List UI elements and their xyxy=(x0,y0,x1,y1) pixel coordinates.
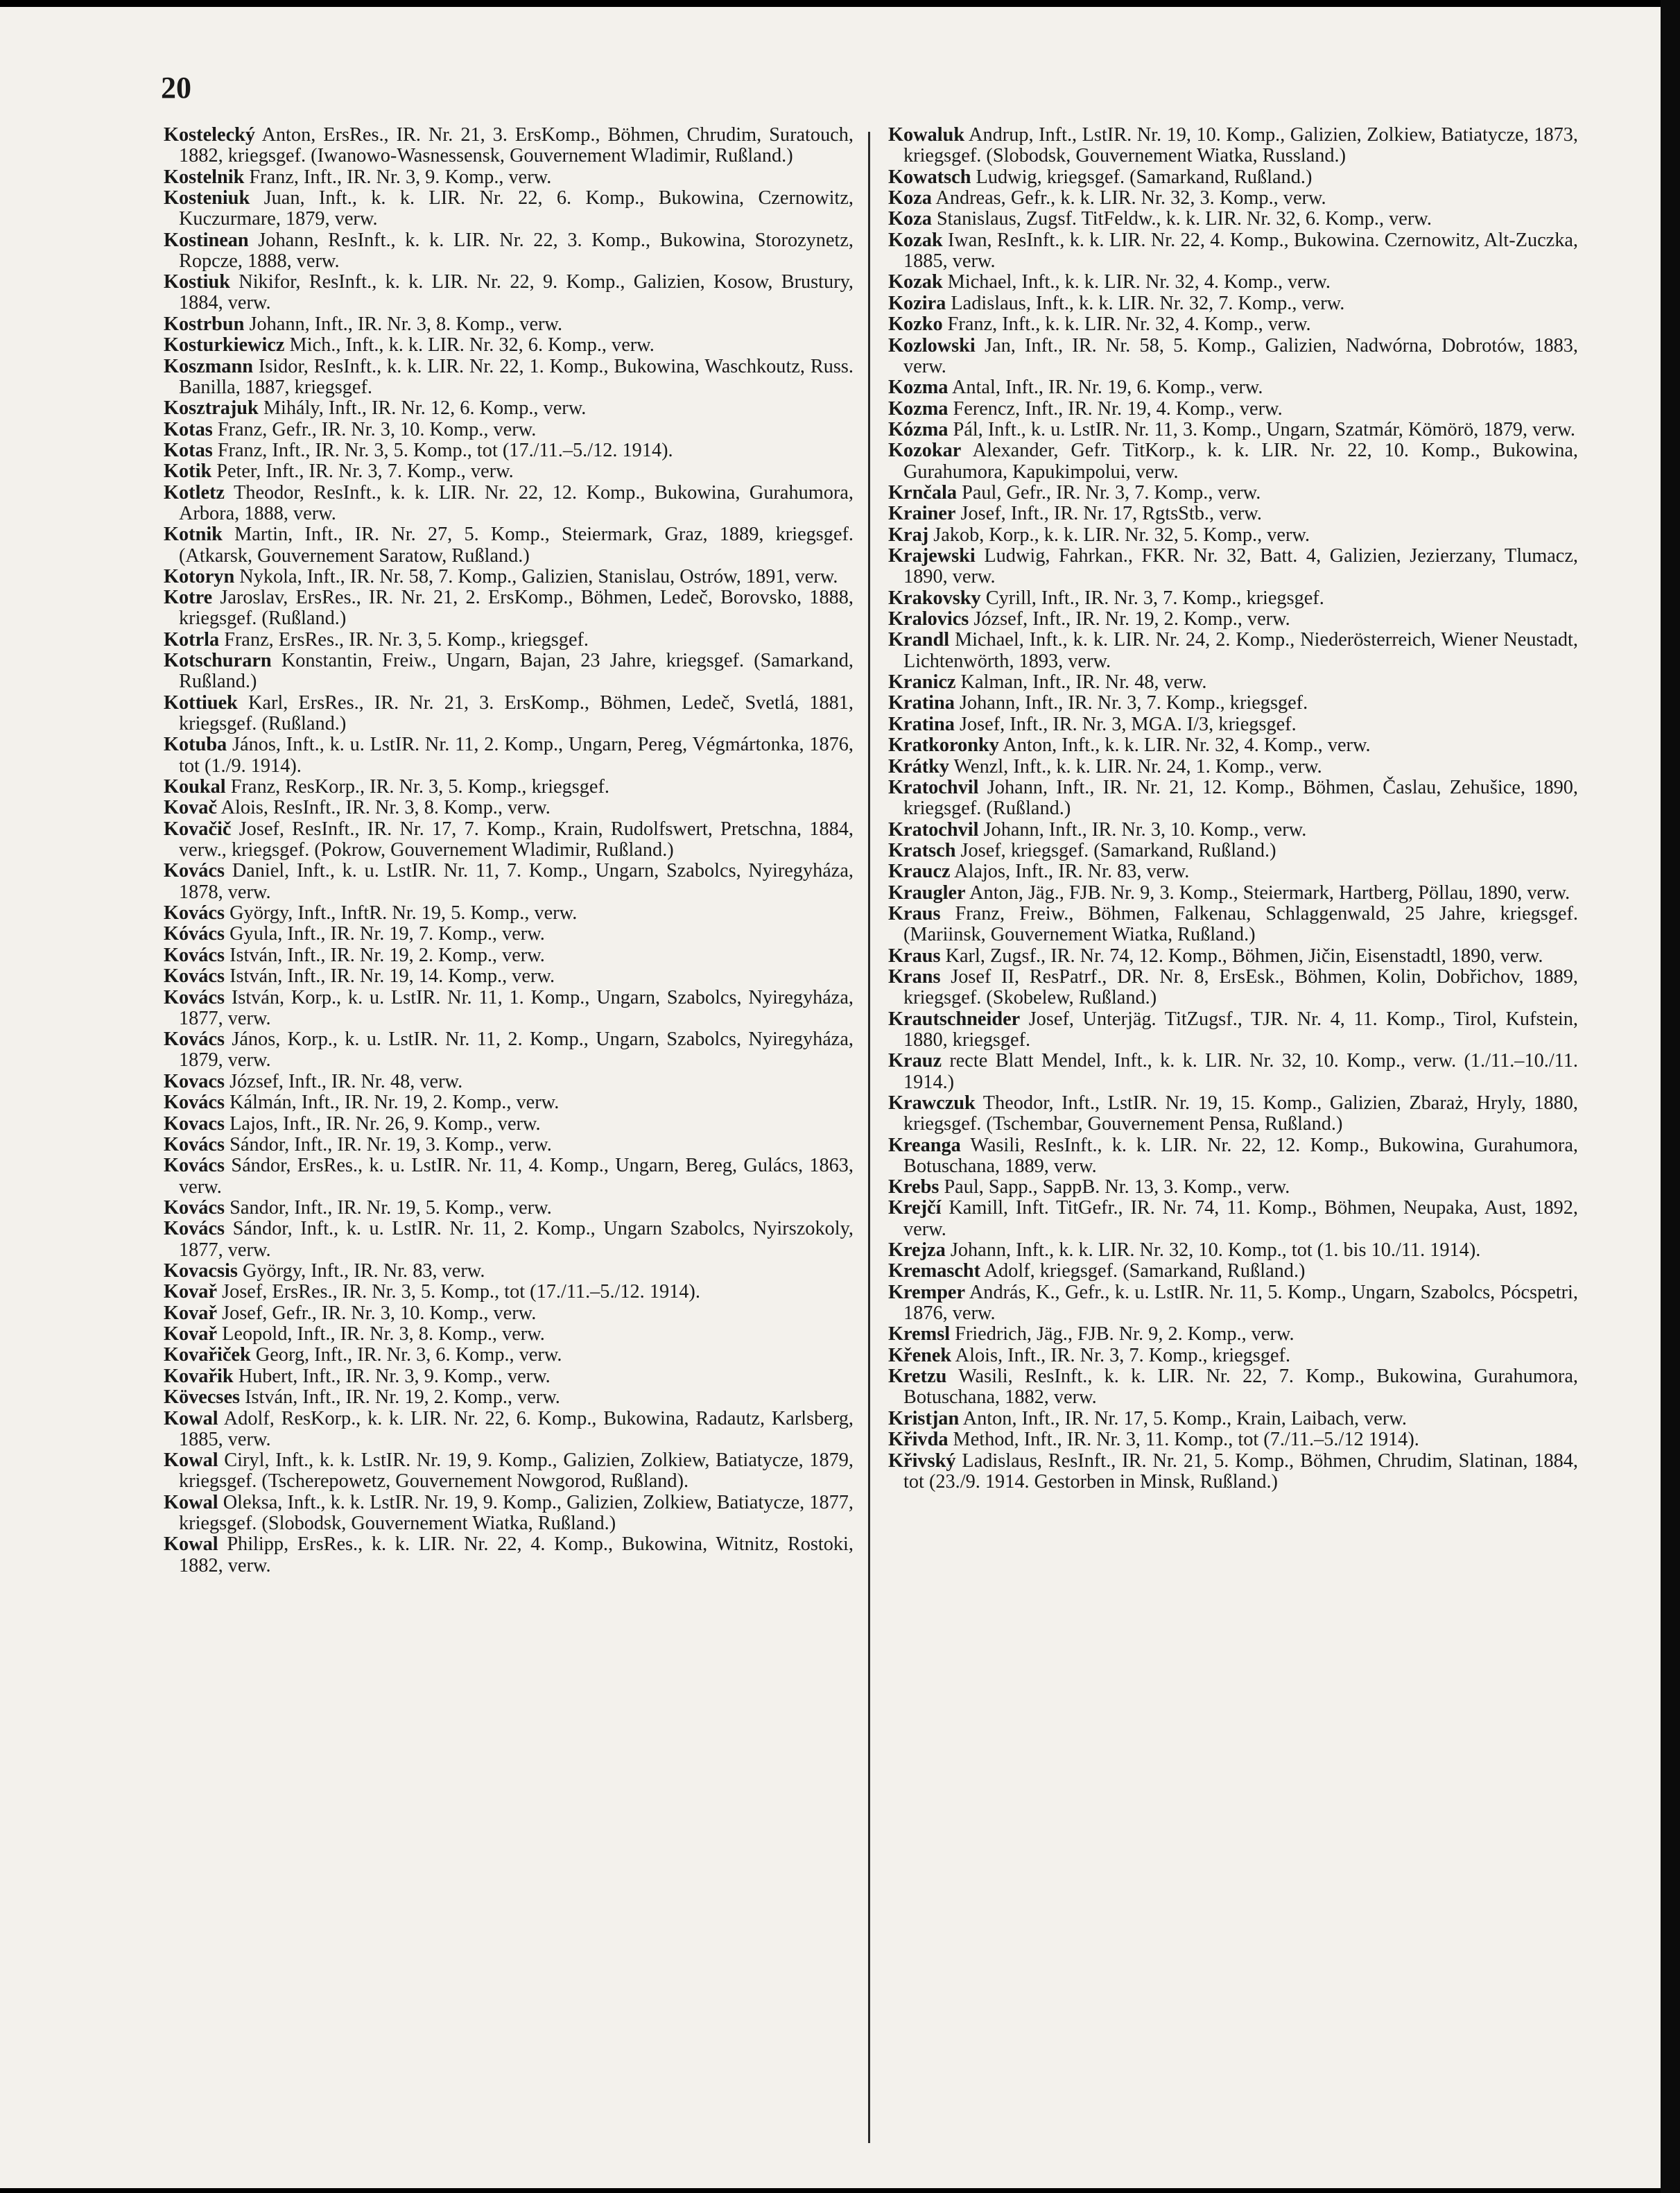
entry-surname: Kovács xyxy=(164,1155,225,1177)
entry-details: Cyrill, Inft., IR. Nr. 3, 7. Komp., kriegsgef. xyxy=(980,587,1324,609)
entry-surname: Kozak xyxy=(888,271,943,293)
register-entry xyxy=(888,820,1578,841)
column-divider xyxy=(868,132,870,2143)
entry-surname: Kovács xyxy=(164,944,225,966)
entry-details: Johann, Inft., IR. Nr. 3, 7. Komp., kriegsgef. xyxy=(954,692,1308,714)
entry-details: Franz, Inft., IR. Nr. 3, 5. Komp., tot (17./11.–5./12. 1914). xyxy=(212,439,673,461)
entry-surname: Křenek xyxy=(888,1344,952,1366)
entry-details: Hubert, Inft., IR. Nr. 3, 9. Komp., verw. xyxy=(233,1365,551,1387)
entry-surname: Kostinean xyxy=(164,229,249,251)
entry-details: Kamill, Inft. TitGefr., IR. Nr. 74, 11. Komp., Böhmen, Neupaka, Aust, 1892, verw. xyxy=(903,1197,1578,1240)
entry-details: Josef, Inft., IR. Nr. 17, RgtsStb., verw. xyxy=(955,503,1262,525)
entry-surname: Kovács xyxy=(164,1196,225,1219)
entry-details: Daniel, Inft., k. u. LstIR. Nr. 11, 7. Komp., Ungarn, Szabolcs, Nyiregyháza, 1878, verw. xyxy=(179,860,854,903)
entry-surname: Kremascht xyxy=(888,1260,981,1282)
entry-details: Franz, ErsRes., IR. Nr. 3, 5. Komp., kriegsgef. xyxy=(219,628,589,651)
entry-surname: Kotas xyxy=(164,439,213,461)
register-entry xyxy=(888,1051,1578,1092)
register-entry xyxy=(164,1155,854,1197)
entry-details: Konstantin, Freiw., Ungarn, Bajan, 23 Jahre, kriegsgef. (Samarkand, Rußland.) xyxy=(179,650,854,693)
entry-details: Johann, Inft., IR. Nr. 3, 8. Komp., verw. xyxy=(244,313,563,335)
entry-surname: Kovařiček xyxy=(164,1344,251,1366)
register-entry xyxy=(888,777,1578,819)
entry-surname: Kovacs xyxy=(164,1070,225,1092)
register-entry xyxy=(164,1409,854,1450)
register-entry xyxy=(888,167,1578,188)
entry-details: István, Korp., k. u. LstIR. Nr. 11, 1. Komp., Ungarn, Szabolcs, Nyiregyháza, 1877, verw. xyxy=(179,986,854,1029)
register-entry xyxy=(888,546,1578,587)
entry-surname: Kostiuk xyxy=(164,271,230,293)
entry-surname: Kotschurarn xyxy=(164,650,272,672)
entry-details: András, K., Gefr., k. u. LstIR. Nr. 11, 5. Komp., Ungarn, Szabolcs, Pócspetri, 1876, verw. xyxy=(903,1281,1578,1325)
register-entry xyxy=(164,483,854,524)
entry-details: Ciryl, Inft., k. k. LstIR. Nr. 19, 9. Komp., Galizien, Zolkiew, Batiatycze, 1879, kriegsgef. (Tscherepowetz, Gouvernement Nowgorod, Rußland). xyxy=(179,1450,854,1493)
entry-details: Philipp, ErsRes., k. k. LIR. Nr. 22, 4. Komp., Bukowina, Witnitz, Rostoki, 1882, verw. xyxy=(179,1533,854,1576)
entry-surname: Kowal xyxy=(164,1407,218,1429)
entry-surname: Kovacs xyxy=(164,1112,225,1135)
entry-surname: Kozokar xyxy=(888,440,962,462)
entry-surname: Kovács xyxy=(164,1133,225,1155)
entry-details: Ferencz, Inft., IR. Nr. 19, 4. Komp., verw. xyxy=(948,397,1283,420)
entry-details: Anton, Inft., IR. Nr. 17, 5. Komp., Krain, Laibach, verw. xyxy=(959,1407,1407,1429)
entry-details: Alexander, Gefr. TitKorp., k. k. LIR. Nr. 22, 10. Komp., Bukowina, Gurahumora, Kapukimpolui, verw. xyxy=(903,440,1578,483)
register-entry xyxy=(888,1009,1578,1051)
register-entry xyxy=(888,967,1578,1008)
register-entry xyxy=(888,1198,1578,1239)
register-entry xyxy=(888,1409,1578,1429)
entry-details: Martin, Inft., IR. Nr. 27, 5. Komp., Steiermark, Graz, 1889, kriegsgef. (Atkarsk, Gouvernement Saratow, Rußland.) xyxy=(179,524,854,567)
register-entry xyxy=(888,672,1578,693)
entry-details: György, Inft., InftR. Nr. 19, 5. Komp., verw. xyxy=(225,902,578,925)
entry-details: Ladislaus, Inft., k. k. LIR. Nr. 32, 7. Komp., verw. xyxy=(946,292,1345,314)
register-entry xyxy=(888,1366,1578,1408)
right-column xyxy=(888,125,1578,1493)
entry-details: Josef, kriegsgef. (Samarkand, Rußland.) xyxy=(955,839,1276,861)
entry-surname: Krautschneider xyxy=(888,1008,1021,1030)
entry-surname: Kremsl xyxy=(888,1323,951,1345)
entry-details: Sándor, Inft., IR. Nr. 19, 3. Komp., verw. xyxy=(225,1133,552,1155)
entry-surname: Kowatsch xyxy=(888,166,971,188)
entry-details: Nykola, Inft., IR. Nr. 58, 7. Komp., Galizien, Stanislau, Ostrów, 1891, verw. xyxy=(234,565,838,587)
entry-surname: Kozma xyxy=(888,397,949,420)
register-entry xyxy=(164,861,854,902)
entry-details: Kalman, Inft., IR. Nr. 48, verw. xyxy=(955,671,1207,694)
entry-details: György, Inft., IR. Nr. 83, verw. xyxy=(237,1259,485,1282)
register-entry xyxy=(888,588,1578,609)
entry-surname: Kotrla xyxy=(164,628,220,651)
register-entry xyxy=(164,1282,854,1302)
entry-surname: Kosztrajuk xyxy=(164,397,259,420)
entry-surname: Kralovics xyxy=(888,608,969,630)
register-entry xyxy=(888,314,1578,335)
register-entry xyxy=(164,356,854,398)
entry-surname: Kovács xyxy=(164,902,225,925)
entry-details: József, Inft., IR. Nr. 48, verw. xyxy=(225,1070,463,1092)
register-entry xyxy=(164,167,854,188)
entry-surname: Kraucz xyxy=(888,861,951,883)
register-entry xyxy=(164,524,854,566)
entry-details: Friedrich, Jäg., FJB. Nr. 9, 2. Komp., verw. xyxy=(950,1323,1294,1345)
register-entry xyxy=(888,757,1578,777)
register-entry xyxy=(164,651,854,692)
entry-details: Pál, Inft., k. u. LstIR. Nr. 11, 3. Komp., Ungarn, Szatmár, Kömörö, 1879, verw. xyxy=(948,418,1575,440)
entry-surname: Krans xyxy=(888,966,941,988)
entry-details: Sándor, ErsRes., k. u. LstIR. Nr. 11, 4. Komp., Ungarn, Bereg, Gulács, 1863, verw. xyxy=(179,1155,854,1198)
entry-surname: Kotletz xyxy=(164,481,225,504)
page-number: 20 xyxy=(161,71,191,105)
register-entry xyxy=(164,819,854,861)
register-entry xyxy=(164,314,854,335)
register-entry xyxy=(164,945,854,966)
entry-surname: Kowal xyxy=(164,1450,218,1472)
entry-details: Franz, Freiw., Böhmen, Falkenau, Schlaggenwald, 25 Jahre, kriegsgef. (Mariinsk, Gouvernement Wiatka, Rußland.) xyxy=(903,903,1578,946)
register-entry xyxy=(888,1240,1578,1261)
register-entry xyxy=(888,693,1578,714)
register-entry xyxy=(888,125,1578,166)
entry-surname: Kovács xyxy=(164,1029,225,1051)
entry-surname: Kovař xyxy=(164,1302,218,1324)
entry-surname: Koza xyxy=(888,208,932,230)
entry-details: Anton, ErsRes., IR. Nr. 21, 3. ErsKomp., Böhmen, Chrudim, Suratouch, 1882, kriegsgef. (Iwanowo-Wasnessensk, Gouvernement Wladimir, Rußland.) xyxy=(179,124,854,167)
entry-surname: Krauz xyxy=(888,1050,942,1072)
register-entry xyxy=(164,1324,854,1345)
entry-surname: Kraus xyxy=(888,903,941,925)
entry-surname: Kotre xyxy=(164,587,213,609)
register-entry xyxy=(888,1135,1578,1177)
scan-edge xyxy=(1661,0,1680,2193)
entry-details: József, Inft., IR. Nr. 19, 2. Komp., verw. xyxy=(969,608,1290,630)
register-entry xyxy=(888,861,1578,882)
register-entry xyxy=(888,1093,1578,1135)
register-entry xyxy=(164,1534,854,1576)
register-entry xyxy=(164,1387,854,1408)
entry-details: Leopold, Inft., IR. Nr. 3, 8. Komp., verw. xyxy=(217,1323,545,1345)
entry-details: Lajos, Inft., IR. Nr. 26, 9. Komp., verw. xyxy=(225,1112,541,1135)
entry-surname: Kovács xyxy=(164,1218,225,1240)
register-entry xyxy=(164,1303,854,1324)
entry-surname: Kraj xyxy=(888,524,929,546)
register-entry xyxy=(888,377,1578,398)
entry-details: Karl, ErsRes., IR. Nr. 21, 3. ErsKomp., Böhmen, Ledeč, Svetlá, 1881, kriegsgef. (Rußland.) xyxy=(179,691,854,735)
entry-details: Adolf, ResKorp., k. k. LIR. Nr. 22, 6. Komp., Bukowina, Radautz, Karlsberg, 1885, verw. xyxy=(179,1407,854,1450)
entry-details: Sándor, Inft., k. u. LstIR. Nr. 11, 2. Komp., Ungarn Szabolcs, Nyirszokoly, 1877, verw. xyxy=(179,1218,854,1261)
register-entry xyxy=(164,440,854,461)
register-entry xyxy=(888,504,1578,524)
entry-details: Mich., Inft., k. k. LIR. Nr. 32, 6. Komp., verw. xyxy=(284,334,655,356)
entry-details: Johann, Inft., IR. Nr. 21, 12. Komp., Böhmen, Časlau, Zehušice, 1890, kriegsgef. (Rußland.) xyxy=(903,776,1578,820)
entry-details: Stanislaus, Zugsf. TitFeldw., k. k. LIR. Nr. 32, 6. Komp., verw. xyxy=(931,208,1432,230)
entry-surname: Kovács xyxy=(164,965,225,988)
entry-details: Georg, Inft., IR. Nr. 3, 6. Komp., verw. xyxy=(250,1344,562,1366)
entry-surname: Kovařik xyxy=(164,1365,234,1387)
entry-surname: Kratochvil xyxy=(888,776,979,798)
entry-surname: Kranicz xyxy=(888,671,956,694)
entry-surname: Kowal xyxy=(164,1491,218,1513)
register-entry xyxy=(164,630,854,651)
entry-details: Franz, Inft., IR. Nr. 3, 9. Komp., verw. xyxy=(244,166,552,188)
entry-details: Josef, ResInft., IR. Nr. 17, 7. Komp., Krain, Rudolfswert, Pretschna, 1884, verw., kriegsgef. (Pokrow, Gouvernement Wladimir, Rußland.) xyxy=(179,818,854,861)
entry-surname: Kövecses xyxy=(164,1386,241,1409)
entry-surname: Kreanga xyxy=(888,1134,961,1156)
entry-surname: Kremper xyxy=(888,1281,966,1303)
entry-details: Paul, Sapp., SappB. Nr. 13, 3. Komp., verw. xyxy=(939,1176,1290,1198)
entry-details: Peter, Inft., IR. Nr. 3, 7. Komp., verw. xyxy=(211,461,514,483)
register-entry xyxy=(888,420,1578,440)
entry-details: Josef II, ResPatrf., DR. Nr. 8, ErsEsk., Böhmen, Kolin, Dobřichov, 1889, kriegsgef. (Skobelew, Rußland.) xyxy=(903,966,1578,1009)
register-entry xyxy=(888,946,1578,967)
register-entry xyxy=(888,1324,1578,1345)
register-entry xyxy=(888,483,1578,504)
entry-details: Jan, Inft., IR. Nr. 58, 5. Komp., Galizien, Nadwórna, Dobrotów, 1883, verw. xyxy=(903,334,1578,377)
entry-details: János, Inft., k. u. LstIR. Nr. 11, 2. Komp., Ungarn, Pereg, Végmártonka, 1876, tot (1./9. 1914). xyxy=(179,734,854,777)
register-entry xyxy=(164,1092,854,1113)
entry-details: István, Inft., IR. Nr. 19, 2. Komp., verw. xyxy=(225,944,545,966)
register-entry xyxy=(888,209,1578,230)
entry-surname: Kratina xyxy=(888,713,955,735)
document-page xyxy=(0,7,1661,2188)
entry-details: Anton, Inft., k. k. LIR. Nr. 32, 4. Komp., verw. xyxy=(998,734,1371,757)
entry-surname: Koza xyxy=(888,187,932,209)
register-entry xyxy=(164,1198,854,1219)
register-entry xyxy=(164,1345,854,1366)
register-entry xyxy=(888,1261,1578,1282)
entry-surname: Kovacsis xyxy=(164,1259,238,1282)
register-entry xyxy=(164,903,854,924)
register-entry xyxy=(888,735,1578,756)
entry-details: recte Blatt Mendel, Inft., k. k. LIR. Nr. 32, 10. Komp., verw. (1./11.–10./11. 1914.) xyxy=(903,1050,1578,1093)
entry-surname: Kratsch xyxy=(888,839,956,861)
register-entry xyxy=(164,1114,854,1135)
register-entry xyxy=(888,230,1578,272)
entry-surname: Krajewski xyxy=(888,545,976,567)
register-entry xyxy=(888,1177,1578,1198)
entry-surname: Kotas xyxy=(164,418,213,440)
entry-details: Josef, Gefr., IR. Nr. 3, 10. Komp., verw. xyxy=(217,1302,537,1324)
register-entry xyxy=(164,398,854,419)
entry-details: Theodor, Inft., LstIR. Nr. 19, 15. Komp., Galizien, Zbaraż, Hryly, 1880, kriegsgef. (Tschembar, Gouvernement Pensa, Rußland.) xyxy=(903,1092,1578,1135)
entry-surname: Kosturkiewicz xyxy=(164,334,285,356)
register-entry xyxy=(164,567,854,587)
register-entry xyxy=(888,440,1578,482)
entry-details: István, Inft., IR. Nr. 19, 14. Komp., verw. xyxy=(225,965,555,988)
entry-details: Iwan, ResInft., k. k. LIR. Nr. 22, 4. Komp., Bukowina. Czernowitz, Alt-Zuczka, 1885, verw. xyxy=(903,229,1578,272)
entry-surname: Krebs xyxy=(888,1176,939,1198)
register-entry xyxy=(164,1072,854,1092)
entry-surname: Kratina xyxy=(888,692,955,714)
register-entry xyxy=(164,734,854,776)
register-entry xyxy=(888,841,1578,861)
entry-surname: Kotuba xyxy=(164,734,227,756)
register-entry xyxy=(888,336,1578,377)
register-entry xyxy=(164,988,854,1029)
entry-details: Jakob, Korp., k. k. LIR. Nr. 32, 5. Komp., verw. xyxy=(928,524,1310,546)
entry-surname: Kovačič xyxy=(164,818,232,840)
entry-details: Michael, Inft., k. k. LIR. Nr. 32, 4. Komp., verw. xyxy=(942,271,1331,293)
entry-surname: Kozko xyxy=(888,313,943,336)
entry-details: István, Inft., IR. Nr. 19, 2. Komp., verw. xyxy=(240,1386,560,1409)
entry-surname: Krnčala xyxy=(888,481,958,504)
entry-details: Johann, Inft., k. k. LIR. Nr. 32, 10. Komp., tot (1. bis 10./11. 1914). xyxy=(945,1239,1481,1262)
entry-surname: Kovař xyxy=(164,1281,218,1303)
entry-surname: Kovács xyxy=(164,860,225,882)
register-entry xyxy=(164,1219,854,1260)
register-entry xyxy=(888,1451,1578,1493)
register-entry xyxy=(164,587,854,629)
entry-details: Kálmán, Inft., IR. Nr. 19, 2. Komp., verw. xyxy=(225,1092,560,1114)
entry-surname: Kowaluk xyxy=(888,124,965,146)
register-entry xyxy=(888,293,1578,314)
entry-surname: Kozak xyxy=(888,229,943,251)
entry-surname: Krejčí xyxy=(888,1197,942,1219)
entry-surname: Kovač xyxy=(164,797,218,819)
register-entry xyxy=(888,525,1578,546)
register-entry xyxy=(164,188,854,230)
register-entry xyxy=(888,1429,1578,1450)
entry-details: János, Korp., k. u. LstIR. Nr. 11, 2. Komp., Ungarn, Szabolcs, Nyiregyháza, 1879, verw. xyxy=(179,1029,854,1072)
register-entry xyxy=(888,883,1578,904)
entry-details: Theodor, ResInft., k. k. LIR. Nr. 22, 12. Komp., Bukowina, Gurahumora, Arbora, 1888, verw. xyxy=(179,481,854,524)
register-entry xyxy=(164,420,854,440)
entry-details: Antal, Inft., IR. Nr. 19, 6. Komp., verw. xyxy=(948,377,1263,399)
entry-surname: Kózma xyxy=(888,418,949,440)
entry-surname: Kraugler xyxy=(888,882,966,904)
entry-details: Josef, ErsRes., IR. Nr. 3, 5. Komp., tot (17./11.–5./12. 1914). xyxy=(217,1281,700,1303)
register-entry xyxy=(164,1261,854,1282)
entry-surname: Krainer xyxy=(888,503,956,525)
entry-details: Karl, Zugsf., IR. Nr. 74, 12. Komp., Böhmen, Jičin, Eisenstadtl, 1890, verw. xyxy=(940,945,1543,967)
register-entry xyxy=(164,693,854,734)
entry-details: Adolf, kriegsgef. (Samarkand, Rußland.) xyxy=(980,1260,1306,1282)
register-entry xyxy=(888,272,1578,293)
entry-surname: Kostelecký xyxy=(164,124,256,146)
entry-surname: Kottiuek xyxy=(164,691,238,714)
register-entry xyxy=(164,966,854,987)
entry-surname: Křivský xyxy=(888,1450,956,1472)
entry-details: Isidor, ResInft., k. k. LIR. Nr. 22, 1. Komp., Bukowina, Waschkoutz, Russ. Banilla, 1887, kriegsgef. xyxy=(179,355,854,398)
entry-details: Mihály, Inft., IR. Nr. 12, 6. Komp., verw. xyxy=(258,397,587,420)
entry-surname: Kozma xyxy=(888,377,949,399)
entry-surname: Kovács xyxy=(164,986,225,1008)
register-entry xyxy=(164,1029,854,1071)
entry-details: Nikifor, ResInft., k. k. LIR. Nr. 22, 9. Komp., Galizien, Kosow, Brustury, 1884, verw. xyxy=(179,271,854,314)
entry-surname: Kotoryn xyxy=(164,565,235,587)
entry-surname: Krakovsky xyxy=(888,587,981,609)
entry-surname: Kovař xyxy=(164,1323,218,1345)
register-entry xyxy=(164,125,854,166)
entry-surname: Křivda xyxy=(888,1429,949,1451)
register-entry xyxy=(888,904,1578,945)
entry-surname: Kraus xyxy=(888,945,941,967)
entry-details: Ladislaus, ResInft., IR. Nr. 21, 5. Komp., Böhmen, Chrudim, Slatinan, 1884, tot (23./9. 1914. Gestorben in Minsk, Rußland.) xyxy=(903,1450,1578,1493)
entry-details: Wasili, ResInft., k. k. LIR. Nr. 22, 7. Komp., Bukowina, Gurahumora, Botuschana, 1882, verw. xyxy=(903,1366,1578,1409)
entry-details: Alajos, Inft., IR. Nr. 83, verw. xyxy=(950,861,1190,883)
entry-surname: Kretzu xyxy=(888,1366,947,1388)
register-entry xyxy=(164,1135,854,1155)
register-entry xyxy=(164,272,854,313)
entry-details: Paul, Gefr., IR. Nr. 3, 7. Komp., verw. xyxy=(957,481,1261,504)
entry-surname: Krandl xyxy=(888,629,950,651)
entry-surname: Kowal xyxy=(164,1533,218,1556)
entry-details: Oleksa, Inft., k. k. LstIR. Nr. 19, 9. Komp., Galizien, Zolkiew, Batiatycze, 1877, kriegsgef. (Slobodsk, Gouvernement Wiatka, Rußland.) xyxy=(179,1491,854,1535)
entry-surname: Kotik xyxy=(164,461,212,483)
entry-surname: Kovács xyxy=(164,1092,225,1114)
entry-details: Gyula, Inft., IR. Nr. 19, 7. Komp., verw. xyxy=(225,923,545,945)
register-entry xyxy=(888,714,1578,735)
entry-details: Juan, Inft., k. k. LIR. Nr. 22, 6. Komp., Bukowina, Czernowitz, Kuczurmare, 1879, verw. xyxy=(179,187,854,230)
entry-details: Josef, Unterjäg. TitZugsf., TJR. Nr. 4, 11. Komp., Tirol, Kufstein, 1880, kriegsgef. xyxy=(903,1008,1578,1051)
entry-surname: Kratkoronky xyxy=(888,734,999,757)
entry-details: Franz, ResKorp., IR. Nr. 3, 5. Komp., kriegsgef. xyxy=(225,776,609,798)
entry-details: Johann, ResInft., k. k. LIR. Nr. 22, 3. Komp., Bukowina, Storozynetz, Ropcze, 1888, verw. xyxy=(179,229,854,272)
register-entry xyxy=(164,1493,854,1534)
register-entry xyxy=(164,230,854,272)
entry-details: Andrup, Inft., LstIR. Nr. 19, 10. Komp., Galizien, Zolkiew, Batiatycze, 1873, kriegsgef. (Slobodsk, Gouvernement Wiatka, Russland.) xyxy=(903,124,1578,167)
entry-details: Wenzl, Inft., k. k. LIR. Nr. 24, 1. Komp., verw. xyxy=(949,755,1322,777)
register-entry xyxy=(164,1366,854,1387)
entry-details: Johann, Inft., IR. Nr. 3, 10. Komp., verw. xyxy=(978,818,1307,841)
entry-surname: Kostelnik xyxy=(164,166,245,188)
register-entry xyxy=(888,188,1578,209)
entry-surname: Krawczuk xyxy=(888,1092,976,1114)
entry-surname: Kóvács xyxy=(164,923,225,945)
entry-details: Ludwig, Fahrkan., FKR. Nr. 32, Batt. 4, Galizien, Jezierzany, Tlumacz, 1890, verw. xyxy=(903,545,1578,588)
entry-details: Michael, Inft., k. k. LIR. Nr. 24, 2. Komp., Niederösterreich, Wiener Neustadt, Lichtenwörth, 1893, verw. xyxy=(903,629,1578,672)
register-entry xyxy=(888,630,1578,671)
entry-details: Wasili, ResInft., k. k. LIR. Nr. 22, 12. Komp., Bukowina, Gurahumora, Botuschana, 1889, verw. xyxy=(903,1134,1578,1177)
entry-surname: Kostrbun xyxy=(164,313,245,335)
register-entry xyxy=(164,798,854,818)
register-entry xyxy=(888,609,1578,630)
entry-details: Franz, Gefr., IR. Nr. 3, 10. Komp., verw. xyxy=(212,418,537,440)
register-entry xyxy=(164,924,854,945)
entry-surname: Kotnik xyxy=(164,524,223,546)
entry-surname: Kratochvil xyxy=(888,818,979,841)
entry-surname: Kozira xyxy=(888,292,946,314)
register-entry xyxy=(888,399,1578,420)
register-entry xyxy=(164,335,854,356)
register-entry xyxy=(164,461,854,482)
register-entry xyxy=(164,1450,854,1492)
register-entry xyxy=(164,777,854,798)
entry-details: Jaroslav, ErsRes., IR. Nr. 21, 2. ErsKomp., Böhmen, Ledeč, Borovsko, 1888, kriegsgef. (Rußland.) xyxy=(179,587,854,630)
entry-surname: Kristjan xyxy=(888,1407,960,1429)
entry-details: Method, Inft., IR. Nr. 3, 11. Komp., tot (7./11.–5./12 1914). xyxy=(948,1429,1419,1451)
left-column xyxy=(164,125,854,1576)
entry-details: Ludwig, kriegsgef. (Samarkand, Rußland.) xyxy=(971,166,1313,188)
entry-details: Josef, Inft., IR. Nr. 3, MGA. I/3, kriegsgef. xyxy=(954,713,1297,735)
entry-surname: Kozlowski xyxy=(888,334,976,356)
entry-details: Andreas, Gefr., k. k. LIR. Nr. 32, 3. Komp., verw. xyxy=(931,187,1326,209)
entry-details: Franz, Inft., k. k. LIR. Nr. 32, 4. Komp., verw. xyxy=(942,313,1311,336)
entry-surname: Krátky xyxy=(888,755,950,777)
entry-details: Sandor, Inft., IR. Nr. 19, 5. Komp., verw. xyxy=(225,1196,552,1219)
entry-surname: Kosteniuk xyxy=(164,187,250,209)
entry-surname: Krejza xyxy=(888,1239,946,1262)
entry-details: Alois, ResInft., IR. Nr. 3, 8. Komp., verw. xyxy=(217,797,551,819)
entry-details: Alois, Inft., IR. Nr. 3, 7. Komp., kriegsgef. xyxy=(951,1344,1291,1366)
register-entry xyxy=(888,1345,1578,1366)
register-entry xyxy=(888,1282,1578,1324)
entry-details: Anton, Jäg., FJB. Nr. 9, 3. Komp., Steiermark, Hartberg, Pöllau, 1890, verw. xyxy=(965,882,1570,904)
entry-surname: Koszmann xyxy=(164,355,253,377)
entry-surname: Koukal xyxy=(164,776,226,798)
